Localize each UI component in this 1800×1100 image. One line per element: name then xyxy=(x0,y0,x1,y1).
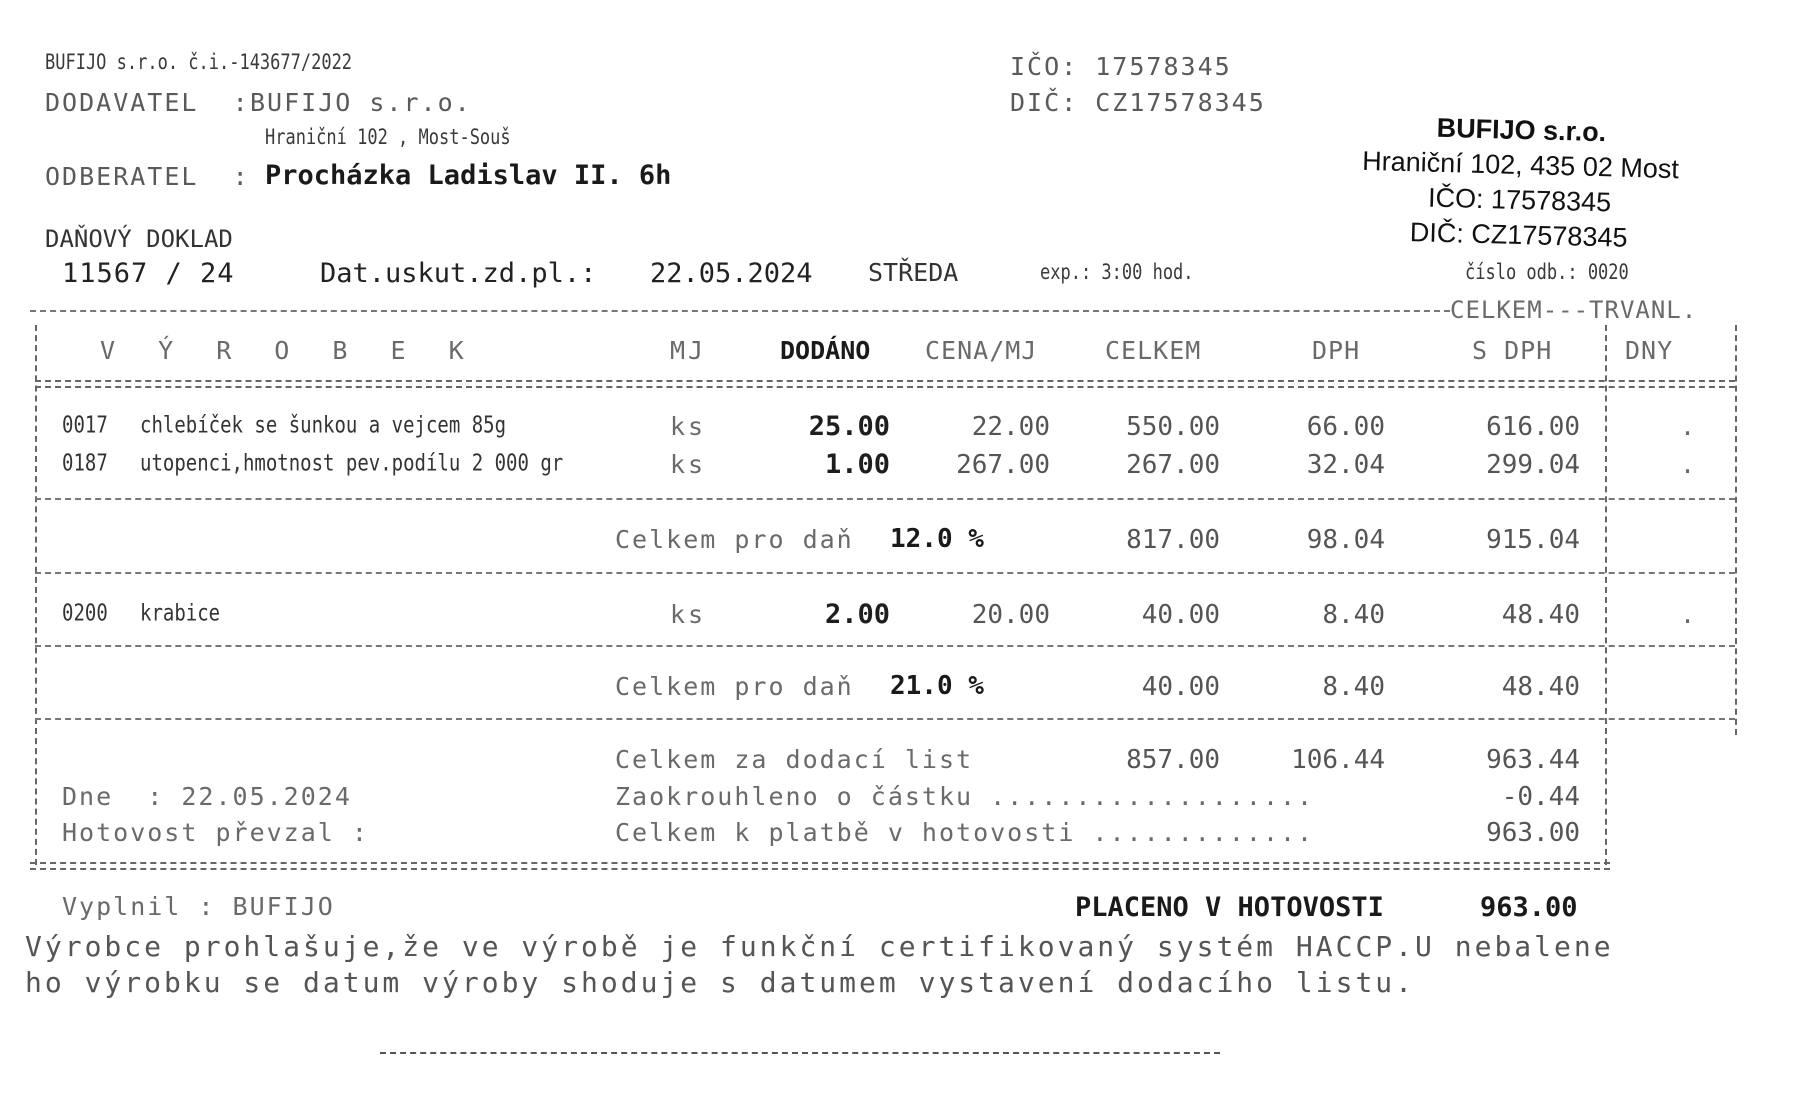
col-unit-price: CENA/MJ xyxy=(925,336,1038,365)
customer-label: ODBERATEL : xyxy=(45,162,250,191)
col-product: V Ý R O B E K xyxy=(100,336,478,365)
stamp-ico: IČO: 17578345 xyxy=(1427,182,1612,218)
subtotal-vat: 8.40 xyxy=(1322,672,1385,702)
item-code: 0200 xyxy=(62,600,108,627)
signed-date: Dne : 22.05.2024 xyxy=(62,782,352,811)
document-number: 11567 / 24 xyxy=(62,258,235,289)
frame-right xyxy=(1735,325,1737,735)
signature-line xyxy=(380,1052,1220,1054)
supplier-address: Hraniční 102 , Most-Souš xyxy=(265,125,511,150)
pay-cash-amount: 963.00 xyxy=(1486,818,1580,848)
item-days: . xyxy=(1680,450,1699,479)
subtotal-total: 40.00 xyxy=(1141,672,1220,702)
filled-by: Vyplnil : BUFIJO xyxy=(62,892,335,921)
date-value: 22.05.2024 xyxy=(650,258,813,289)
subtotal-gross: 915.04 xyxy=(1486,525,1580,555)
item-qty: 1.00 xyxy=(824,449,890,480)
pay-cash-label: Celkem k platbě v hotovosti ............. xyxy=(615,818,1315,847)
frame-mid xyxy=(1605,325,1607,865)
frame-left xyxy=(35,325,37,865)
row-rule xyxy=(35,572,1735,574)
item-total: 550.00 xyxy=(1126,412,1220,442)
item-vat: 32.04 xyxy=(1306,450,1385,480)
stamp-dic: DIČ: CZ17578345 xyxy=(1409,217,1628,253)
item-total: 267.00 xyxy=(1126,450,1220,480)
col-gross: S DPH xyxy=(1472,336,1553,365)
item-code: 0187 xyxy=(62,450,108,477)
item-days: . xyxy=(1680,600,1699,629)
summary-total-label: Celkem za dodací list xyxy=(615,745,974,774)
col-delivered: DODÁNO xyxy=(780,336,871,365)
item-vat: 66.00 xyxy=(1306,412,1385,442)
expiry-info: exp.: 3:00 hod. xyxy=(1040,260,1194,285)
table-top-right-label: CELKEM---TRVANL. xyxy=(1450,296,1698,324)
weekday: STŘEDA xyxy=(868,258,959,287)
subtotal-vat: 98.04 xyxy=(1306,525,1385,555)
header-double-rule xyxy=(35,380,1735,388)
item-gross: 616.00 xyxy=(1486,412,1580,442)
document-type: DAŇOVÝ DOKLAD xyxy=(45,225,233,253)
summary-total: 857.00 xyxy=(1126,745,1220,775)
subtotal-rate: 12.0 % xyxy=(890,524,984,554)
date-label: Dat.uskut.zd.pl.: xyxy=(320,258,597,289)
item-name: utopenci,hmotnost pev.podílu 2 000 gr xyxy=(140,450,564,477)
cash-received-label: Hotovost převzal : xyxy=(62,818,369,847)
paid-cash-amount: 963.00 xyxy=(1480,892,1578,923)
item-code: 0017 xyxy=(62,412,108,439)
row-rule xyxy=(35,718,1735,720)
supplier-name: BUFIJO s.r.o. xyxy=(250,88,472,117)
subtotal-rate: 21.0 % xyxy=(890,671,984,701)
rounding-amount: -0.44 xyxy=(1501,782,1580,812)
summary-vat: 106.44 xyxy=(1291,745,1385,775)
item-unit: ks xyxy=(670,412,707,441)
subtotal-label: Celkem pro daň xyxy=(615,672,854,701)
item-days: . xyxy=(1680,412,1699,441)
item-unit: ks xyxy=(670,600,707,629)
item-gross: 299.04 xyxy=(1486,450,1580,480)
subtotal-gross: 48.40 xyxy=(1501,672,1580,702)
subtotal-label: Celkem pro daň xyxy=(615,525,854,554)
item-price: 22.00 xyxy=(971,412,1050,442)
col-total: CELKEM xyxy=(1105,336,1202,365)
supplier-label: DODAVATEL : xyxy=(45,88,250,117)
item-total: 40.00 xyxy=(1141,600,1220,630)
col-days: DNY xyxy=(1625,336,1674,365)
rounding-label: Zaokrouhleno o částku ................... xyxy=(615,782,1315,811)
paid-cash-label: PLACENO V HOTOVOSTI xyxy=(1075,892,1384,923)
item-price: 267.00 xyxy=(956,450,1050,480)
customer-number: číslo odb.: 0020 xyxy=(1465,260,1629,285)
summary-gross: 963.44 xyxy=(1486,745,1580,775)
row-rule xyxy=(35,498,1735,500)
item-name: chlebíček se šunkou a vejcem 85g xyxy=(140,412,507,439)
item-vat: 8.40 xyxy=(1322,600,1385,630)
ico-value: IČO: 17578345 xyxy=(1010,52,1232,81)
item-unit: ks xyxy=(670,450,707,479)
item-gross: 48.40 xyxy=(1501,600,1580,630)
dic-value: DIČ: CZ17578345 xyxy=(1010,88,1266,117)
stamp-address: Hraniční 102, 435 02 Most xyxy=(1361,145,1680,185)
header-license-line: BUFIJO s.r.o. č.i.-143677/2022 xyxy=(45,50,353,75)
item-qty: 2.00 xyxy=(824,599,890,630)
company-stamp xyxy=(1328,110,1712,260)
subtotal-total: 817.00 xyxy=(1126,525,1220,555)
table-top-rule xyxy=(30,310,1450,312)
row-rule xyxy=(35,645,1735,647)
stamp-name: BUFIJO s.r.o. xyxy=(1436,112,1607,148)
summary-double-rule xyxy=(30,862,1610,870)
item-price: 20.00 xyxy=(971,600,1050,630)
haccp-note-line1: Výrobce prohlašuje,že ve výrobě je funkční certifikovaný systém HACCP.U nebalene xyxy=(25,930,1614,963)
customer-name: Procházka Ladislav II. 6h xyxy=(265,160,672,191)
col-unit: MJ xyxy=(670,336,707,365)
col-vat: DPH xyxy=(1312,336,1361,365)
item-qty: 25.00 xyxy=(808,411,890,442)
haccp-note-line2: ho výrobku se datum výroby shoduje s datumem vystavení dodacího listu. xyxy=(25,966,1416,999)
item-name: krabice xyxy=(140,600,221,627)
